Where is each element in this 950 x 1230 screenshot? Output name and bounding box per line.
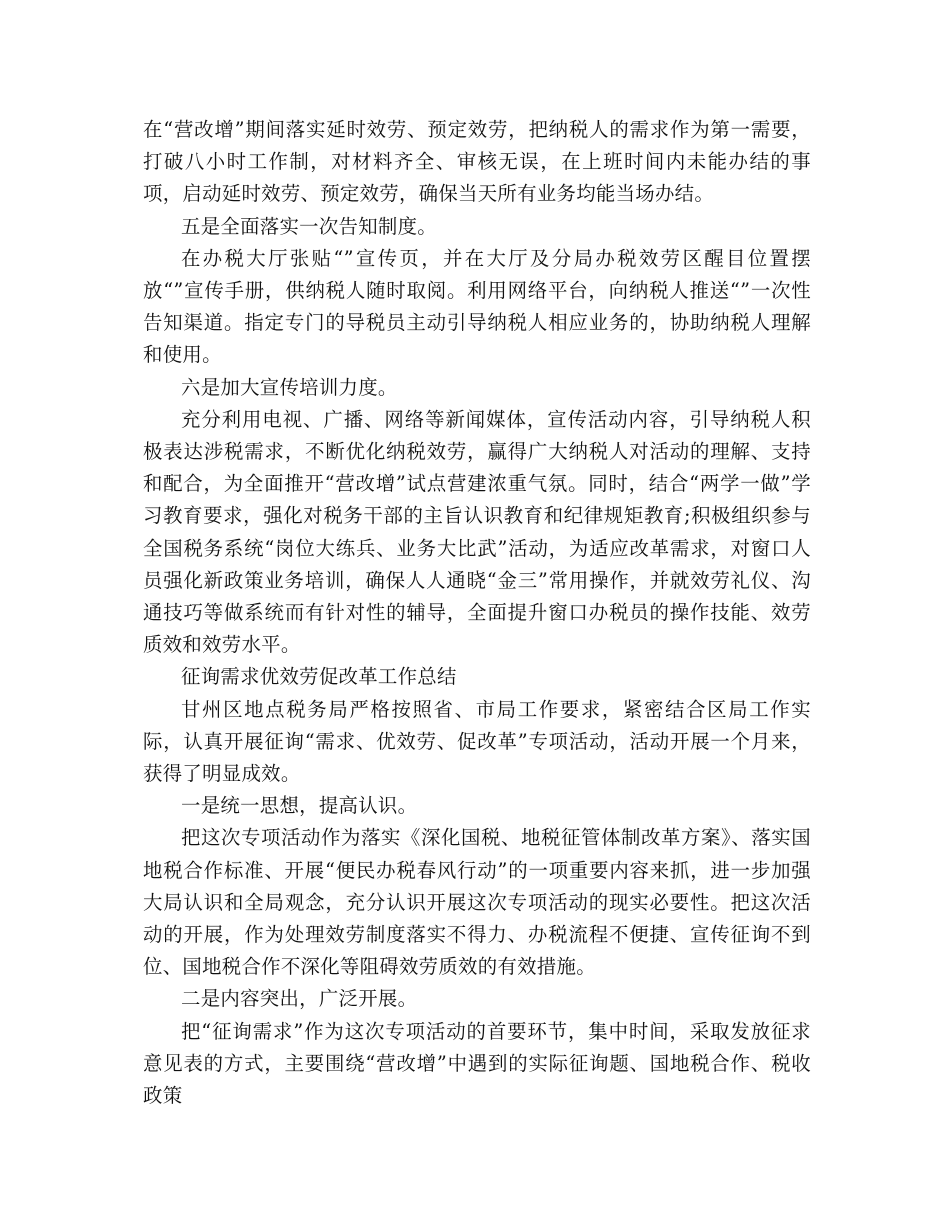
paragraph-7: 甘州区地点税务局严格按照省、市局工作要求，紧密结合区局工作实际，认真开展征询“需求、优效劳、促改革”专项活动，活动开展一个月来，获得了明显成效。 [143, 697, 811, 786]
paragraph-2-heading: 五是全面落实一次告知制度。 [181, 214, 437, 238]
paragraph-11: 把“征询需求”作为这次专项活动的首要环节，集中时间，采取发放征求意见表的方式，主要围绕“营改增”中遇到的实际征询题、国地税合作、税收政策 [143, 1019, 811, 1108]
paragraph-6-title: 征询需求优效劳促改革工作总结 [181, 665, 457, 689]
paragraph-1: 在“营改增”期间落实延时效劳、预定效劳，把纳税人的需求作为第一需要，打破八小时工作制，对材料齐全、审核无误，在上班时间内未能办结的事项，启动延时效劳、预定效劳，确保当天所有业务均能当场办结。 [143, 118, 811, 206]
paragraph-8-heading: 一是统一思想，提高认识。 [181, 794, 418, 818]
paragraph-9: 把这次专项活动作为落实《深化国税、地税征管体制改革方案》、落实国地税合作标准、开展“便民办税春风行动”的一项重要内容来抓，进一步加强大局认识和全局观念，充分认识开展这次专项活动的现实必要性。把这次活动的开展，作为处理效劳制度落实不得力、办税流程不便捷、宣传征询不到位、国地税合作不深化等阻碍效劳质效的有效措施。 [143, 826, 811, 979]
paragraph-3: 在办税大厅张贴“”宣传页，并在大厅及分局办税效劳区醒目位置摆放“”宣传手册，供纳税人随时取阅。利用网络平台，向纳税人推送“”一次性告知渠道。指定专门的导税员主动引导纳税人相应业务的，协助纳税人理解和使用。 [143, 246, 811, 367]
paragraph-5: 充分利用电视、广播、网络等新闻媒体，宣传活动内容，引导纳税人积极表达涉税需求，不断优化纳税效劳，赢得广大纳税人对活动的理解、支持和配合，为全面推开“营改增”试点营建浓重气氛。同时，结合“两学一做”学习教育要求，强化对税务干部的主旨认识教育和纪律规矩教育;积极组织参与全国税务系统“岗位大练兵、业务大比武”活动，为适应改革需求，对窗口人员强化新政策业务培训，确保人人通晓“金三”常用操作，并就效劳礼仪、沟通技巧等做系统而有针对性的辅导，全面提升窗口办税员的操作技能、效劳质效和效劳水平。 [143, 407, 811, 657]
paragraph-4-heading: 六是加大宣传培训力度。 [181, 375, 398, 399]
document-body [143, 114, 811, 1112]
paragraph-10-heading: 二是内容突出，广泛开展。 [181, 987, 418, 1011]
